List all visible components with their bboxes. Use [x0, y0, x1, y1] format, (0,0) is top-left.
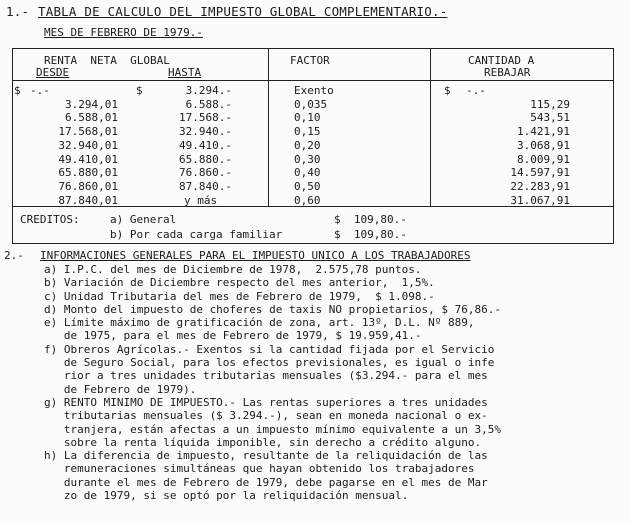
- header-factor: FACTOR: [290, 54, 330, 67]
- cell-desde: 17.568,01: [58, 125, 118, 139]
- header-hasta: HASTA: [168, 66, 202, 79]
- table-header-rule: [12, 80, 614, 81]
- credito-carga-familiar-amount: $ 109,80.-: [334, 228, 407, 241]
- cell-hasta: 17.568.-: [179, 111, 232, 125]
- info-line: de Seguro Social, para los efectos previsionales, es igual o infe: [44, 356, 495, 370]
- cell-hasta: 76.860.-: [179, 166, 232, 180]
- currency-desde: $: [14, 84, 21, 97]
- info-line: remuneraciones simultáneas que hayan obtenido los trabajadores: [44, 462, 475, 476]
- section-2-number: 2.-: [4, 249, 24, 262]
- info-line: c) Unidad Tributaria del mes de Febrero de 1979, $ 1.098.-: [44, 289, 435, 303]
- header-renta-neta-global: RENTA NETA GLOBAL: [44, 54, 170, 67]
- currency-rebajar: $: [444, 84, 451, 97]
- info-line: b) Variación de Diciembre respecto del mes anterior, 1,5%.: [44, 276, 435, 290]
- info-line: sobre la renta líquida imponible, sin derecho a crédito alguno.: [44, 435, 482, 449]
- cell-rebajar: 543,51: [530, 111, 570, 125]
- info-item: [44, 303, 501, 316]
- info-line: e) Límite máximo de gratificación de zona, art. 13º, D.L. Nº 889,: [44, 316, 475, 330]
- table-row: [0, 166, 630, 180]
- cell-desde: -.-: [30, 84, 50, 97]
- cell-desde: 49.410,01: [58, 152, 118, 166]
- table-row: [0, 84, 630, 98]
- cell-desde: 32.940,01: [58, 138, 118, 152]
- info-line: rior a tres unidades tributarias mensuales ($3.294.- para el mes: [44, 369, 488, 383]
- cell-desde: 6.588,01: [65, 111, 118, 125]
- credito-general: a) General: [110, 213, 177, 226]
- info-item: [44, 290, 501, 303]
- cell-rebajar: -.-: [466, 84, 486, 97]
- table-row: [0, 98, 630, 112]
- info-item: [44, 449, 501, 502]
- credito-general-amount: $ 109,80.-: [334, 213, 407, 226]
- cell-desde: 76.860,01: [58, 179, 118, 193]
- cell-factor: 0,60: [294, 193, 321, 207]
- info-item: [44, 276, 501, 289]
- currency-hasta: $: [136, 84, 143, 97]
- info-item: [44, 396, 501, 449]
- info-line: h) La diferencia de impuesto, resultante de la reliquidación de las: [44, 449, 488, 463]
- info-line: tranjera, están afectas a un impuesto mínimo equivalente a un 3,5%: [44, 422, 501, 436]
- cell-factor: 0,40: [294, 166, 321, 180]
- cell-hasta: 3.294.-: [185, 84, 232, 97]
- info-line: a) I.P.C. del mes de Diciembre de 1978, 2.575,78 puntos.: [44, 263, 422, 276]
- cell-factor: 0,20: [294, 138, 321, 152]
- info-line: durante el mes de Febrero de 1979, debe pagarse en el mes de Mar: [44, 475, 488, 489]
- cell-rebajar: 3.068,91: [517, 138, 570, 152]
- cell-factor: 0,15: [294, 125, 321, 139]
- section-1-subtitle: MES DE FEBRERO DE 1979.-: [44, 26, 203, 39]
- table-row: [0, 111, 630, 125]
- cell-factor: Exento: [294, 84, 334, 97]
- cell-rebajar: 8.009,91: [517, 152, 570, 166]
- info-item: [44, 263, 501, 276]
- cell-hasta: 32.940.-: [179, 125, 232, 139]
- info-item: [44, 316, 501, 343]
- cell-factor: 0,10: [294, 111, 321, 125]
- cell-hasta: 49.410.-: [179, 138, 232, 152]
- table-row: [0, 125, 630, 139]
- info-line: zo de 1979, si se optó por la reliquidación mensual.: [44, 489, 409, 503]
- table-row: [0, 180, 630, 194]
- section-1-number: 1.-: [6, 4, 30, 19]
- credito-carga-familiar: b) Por cada carga familiar: [110, 228, 283, 241]
- header-cantidad: CANTIDAD A: [468, 54, 535, 67]
- cell-rebajar: 31.067,91: [510, 193, 570, 207]
- cell-hasta: 87.840.-: [179, 179, 232, 193]
- cell-desde: 65.880,01: [58, 166, 118, 180]
- info-line: g) RENTO MINIMO DE IMPUESTO.- Las rentas superiores a tres unidades: [44, 395, 488, 409]
- cell-rebajar: 1.421,91: [517, 125, 570, 139]
- header-desde: DESDE: [36, 66, 70, 79]
- table-row: [0, 139, 630, 153]
- info-item: [44, 343, 501, 396]
- info-line: de Febrero de 1979).: [44, 382, 197, 396]
- cell-factor: 0,035: [294, 97, 328, 111]
- info-line: f) Obreros Agrícolas.- Exentos si la cantidad fijada por el Servicio: [44, 342, 495, 356]
- info-line: tributarias mensuales ($ 3.294.-), sean en moneda nacional o ex-: [44, 409, 488, 423]
- cell-hasta: 65.880.-: [179, 152, 232, 166]
- cell-factor: 0,30: [294, 152, 321, 166]
- info-line: d) Monto del impuesto de choferes de taxis NO propietarios, $ 76,86.-: [44, 302, 501, 316]
- cell-desde: 3.294,01: [65, 97, 118, 111]
- creditos-label: CREDITOS:: [20, 213, 80, 226]
- cell-rebajar: 22.283,91: [510, 179, 570, 193]
- table-row: [0, 153, 630, 167]
- cell-desde: 87.840,01: [58, 193, 118, 207]
- cell-rebajar: 14.597,91: [510, 166, 570, 180]
- info-list: [44, 263, 501, 502]
- table-row: [0, 194, 630, 208]
- cell-hasta: 6.588.-: [185, 97, 232, 111]
- section-1-title: TABLA DE CALCULO DEL IMPUESTO GLOBAL COMPLEMENTARIO.-: [38, 4, 448, 19]
- info-line: de 1975, para el mes de Febrero de 1979, $ 19.959,41.-: [44, 329, 422, 343]
- cell-rebajar: 115,29: [530, 97, 570, 111]
- header-rebajar-text: REBAJAR: [484, 66, 531, 79]
- cell-factor: 0,50: [294, 179, 321, 193]
- section-2-title: INFORMACIONES GENERALES PARA EL IMPUESTO UNICO A LOS TRABAJADORES: [40, 249, 471, 262]
- cell-hasta: y más: [184, 193, 218, 207]
